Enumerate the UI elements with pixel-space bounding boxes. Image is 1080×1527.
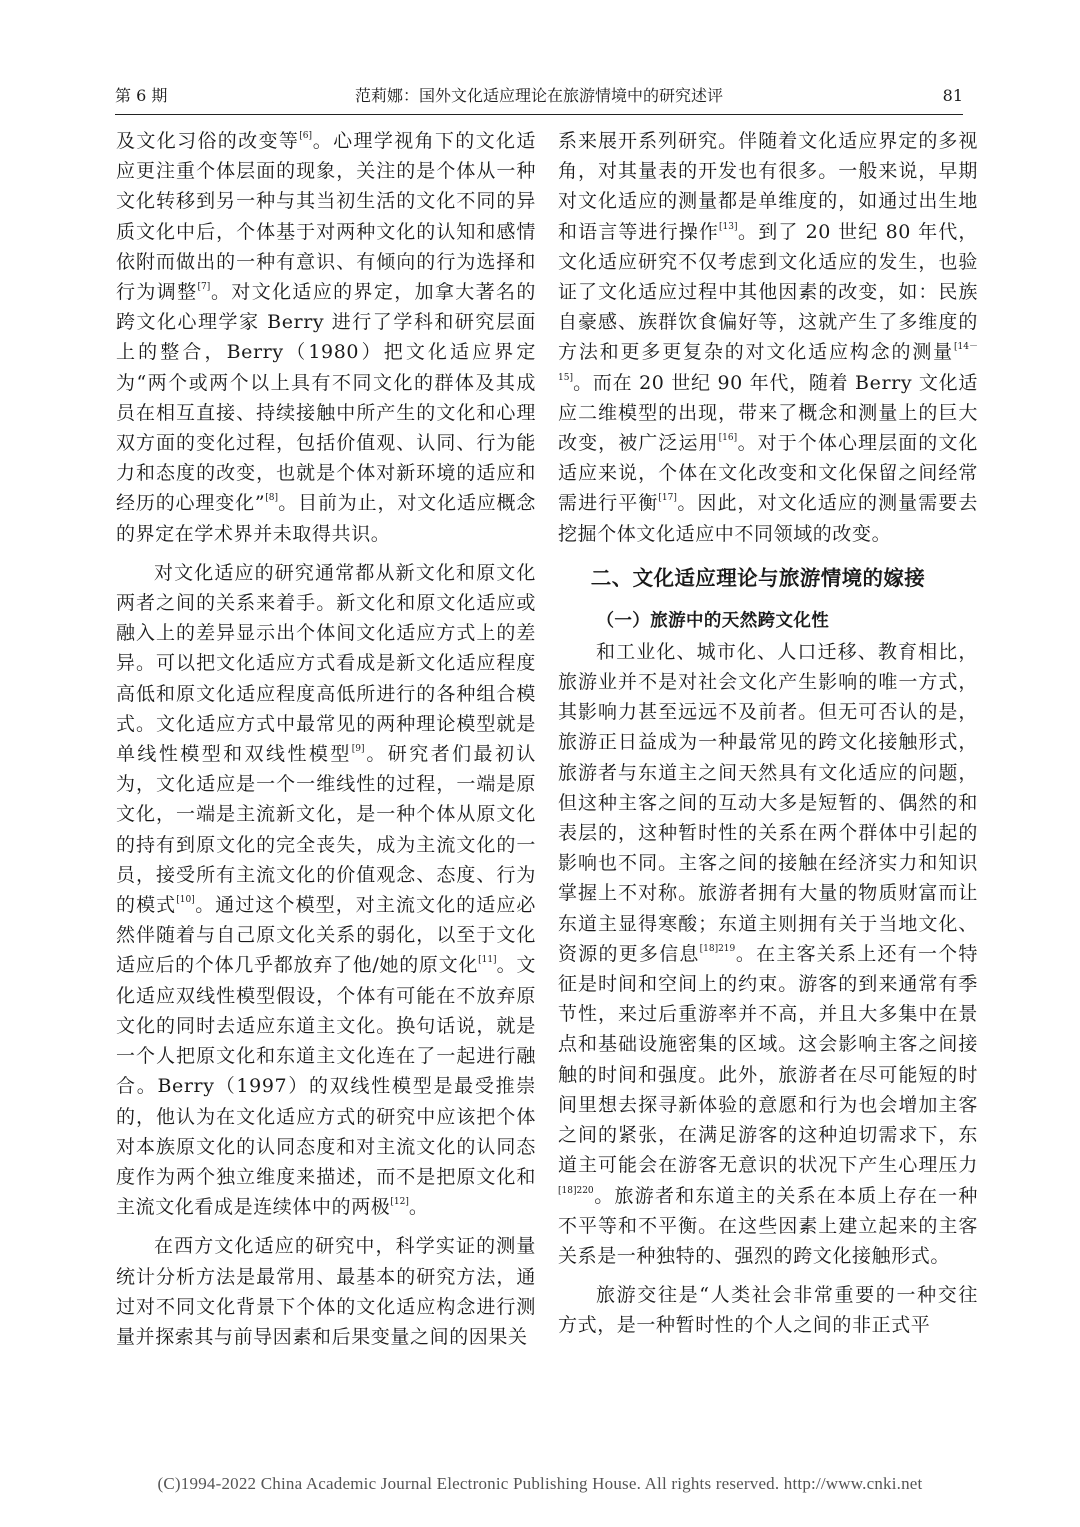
page-number: 81: [942, 86, 963, 105]
paragraph: 系来展开系列研究。伴随着文化适应界定的多视角，对其量表的开发也有很多。一般来说，早期对文化适应的测量都是单维度的，如通过出生地和语言等进行操作[13]。到了 20 世纪 80 年代，文化适应研究不仅考虑到文化适应的发生，也验证了文化适应过程中其他因素的改变，如：民族自豪感、族群饮食偏好等，这就产生了多维度的方法和更多更复杂的对文化适应构念的测量[14－15]。而在 20 世纪 90 年代，随着 Berry 文化适应二维模型的出现，带来了概念和测量上的巨大改变，被广泛运用[16]。对于个体心理层面的文化适应来说，个体在文化改变和文化保留之间经常需进行平衡[17]。因此，对文化适应的测量需要去挖掘个体文化适应中不同领域的改变。: [558, 130, 978, 545]
citation: [12]: [390, 1197, 409, 1208]
left-column: [116, 126, 536, 1390]
paragraph: 和工业化、城市化、人口迁移、教育相比，旅游业并不是对社会文化产生影响的唯一方式，其影响力甚至远远不及前者。但无可否认的是，旅游正日益成为一种最常见的跨文化接触形式，旅游者与东道主之间天然具有文化适应的问题，但这种主客之间的互动大多是短暂的、偶然的和表层的，这种暂时性的关系在两个群体中引起的影响也不同。主客之间的接触在经济实力和知识掌握上不对称。旅游者拥有大量的物质财富而让东道主显得寒酸；东道主则拥有关于当地文化、资源的更多信息$^{[18]219}$。在主客关系上还有一个特征是时间和空间上的约束。游客的到来通常有季节性，来过后重游率并不高，并且大多集中在景点和基础设施密集的区域。这会影响主客之间接触的时间和强度。此外，旅游者在尽可能短的时间里想去探寻新体验的意愿和行为也会增加主客之间的紧张，在满足游客的这种迫切需求下，东道主可能会在游客无意识的状况下产生心理压力$^{[18]220}$。旅游者和东道主的关系在本质上存在一种不平等和不平衡。在这些因素上建立起来的主客关系是一种独特的、强烈的跨文化接触形式。: [558, 640, 978, 1267]
paragraph: 及文化习俗的改变等[6]。心理学视角下的文化适应更注重个体层面的现象，关注的是个体从一种文化转移到另一种与其当初生活的文化不同的异质文化中后，个体基于对两种文化的认知和感情依附而做出的一种有意识、有倾向的行为选择和行为调整[7]。对文化适应的界定，加拿大著名的跨文化心理学家 Berry 进行了学科和研究层面上的整合，Berry（1980）把文化适应界定为“两个或两个以上具有不同文化的群体及其成员在相互直接、持续接触中所产生的文化和心理双方面的变化过程，包括价值观、认同、行为能力和态度的改变，也就是个体对新环境的适应和经历的心理变化”[8]。目前为止，对文化适应概念的界定在学术界并未取得共识。: [116, 130, 536, 545]
citation: [18]219: [699, 943, 736, 954]
running-header: [115, 84, 963, 108]
citation: [14－15]: [558, 342, 978, 383]
citation: [11]: [478, 955, 497, 966]
copyright-footer: (C)1994-2022 China Academic Journal Electronic Publishing House. All rights reserved. http://www.cnki.net: [157, 1474, 923, 1493]
citation: [13]: [719, 221, 738, 232]
citation: [7]: [197, 282, 211, 293]
citation: [9]: [351, 744, 365, 755]
citation: [18]220: [558, 1185, 594, 1196]
subsection-heading: （一）旅游中的天然跨文化性: [596, 610, 830, 631]
paragraph: 在西方文化适应的研究中，科学实证的测量统计分析方法是最常用、最基本的研究方法，通过对不同文化背景下个体的文化适应构念进行测量并探索其与前导因素和后果变量之间的因果关: [116, 1235, 536, 1348]
header-rule: [115, 114, 963, 115]
right-column: [558, 126, 978, 1390]
running-title: 范莉娜：国外文化适应理论在旅游情境中的研究述评: [354, 86, 723, 105]
paragraph: 旅游交往是“人类社会非常重要的一种交往方式，是一种暂时性的个人之间的非正式平: [558, 1284, 978, 1337]
paragraph: 对文化适应的研究通常都从新文化和原文化两者之间的关系来着手。新文化和原文化适应或融入上的差异显示出个体间文化适应方式上的差异。可以把文化适应方式看成是新文化适应程度高低和原文化适应程度高低所进行的各种组合模式。文化适应方式中最常见的两种理论模型就是单线性模型和双线性模型[9]。研究者们最初认为，文化适应是一个一维线性的过程，一端是原文化，一端是主流新文化，是一种个体从原文化的持有到原文化的完全丧失，成为主流文化的一员，接受所有主流文化的价值观念、态度、行为的模式[10]。通过这个模型，对主流文化的适应必然伴随着与自己原文化关系的弱化，以至于文化适应后的个体几乎都放弃了他/她的原文化[11]。文化适应双线性模型假设，个体有可能在不放弃原文化的同时去适应东道主文化。换句话说，就是一个人把原文化和东道主文化连在了一起进行融合。Berry（1997）的双线性模型是最受推崇的，他认为在文化适应方式的研究中应该把个体对本族原文化的认同态度和对主流文化的认同态度作为两个独立维度来描述，而不是把原文化和主流文化看成是连续体中的两极[12]。: [116, 561, 536, 1219]
issue-number: 第 6 期: [115, 86, 168, 105]
citation: [8]: [265, 493, 278, 504]
citation: [17]: [658, 493, 677, 504]
citation: [6]: [299, 131, 313, 141]
citation: [16]: [718, 433, 738, 444]
citation: [10]: [176, 895, 195, 906]
section-heading: 二、文化适应理论与旅游情境的嫁接: [590, 565, 926, 590]
